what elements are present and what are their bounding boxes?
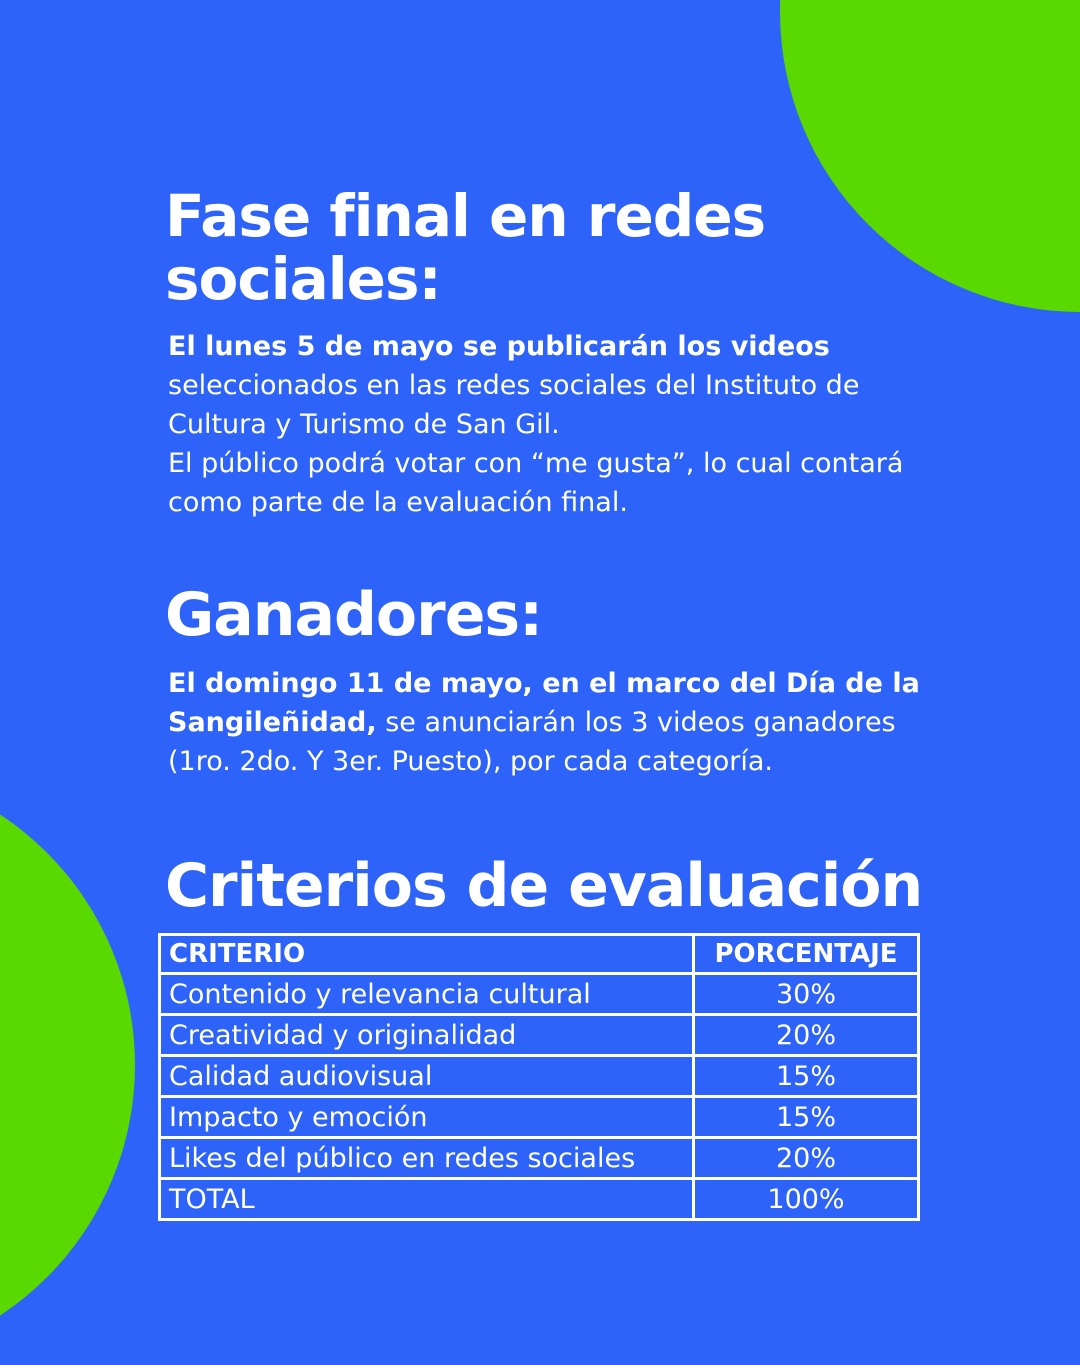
fase-line5: como parte de la evaluación final. xyxy=(168,487,628,518)
heading-fase-line1: Fase final en redes xyxy=(165,182,766,250)
table-row xyxy=(160,1056,919,1097)
column-header-porcentaje: PORCENTAJE xyxy=(694,935,919,974)
porcentaje-cell: 15% xyxy=(694,1056,919,1097)
heading-fase-line2: sociales: xyxy=(165,244,441,313)
fase-line4: El público podrá votar con “me gusta”, lo cual contará xyxy=(168,448,904,479)
fase-line3: Cultura y Turismo de San Gil. xyxy=(168,409,560,440)
decorative-green-circle-bottom-left xyxy=(0,765,135,1365)
heading-criterios: Criterios de evaluación xyxy=(165,851,923,921)
criterio-cell: Likes del público en redes sociales xyxy=(160,1138,694,1179)
criterio-cell: Contenido y relevancia cultural xyxy=(160,974,694,1015)
paragraph-ganadores xyxy=(168,664,988,781)
porcentaje-cell: 30% xyxy=(694,974,919,1015)
porcentaje-cell: 15% xyxy=(694,1097,919,1138)
porcentaje-cell: 20% xyxy=(694,1015,919,1056)
criterio-cell: Impacto y emoción xyxy=(160,1097,694,1138)
ganadores-line2-rest: se anunciarán los 3 videos ganadores xyxy=(376,707,896,738)
total-value-cell: 100% xyxy=(694,1179,919,1220)
criteria-table xyxy=(158,933,920,1221)
ganadores-bold-line2: Sangileñidad, xyxy=(168,707,377,738)
table-row xyxy=(160,1015,919,1056)
heading-fase-final xyxy=(165,182,865,313)
porcentaje-cell: 20% xyxy=(694,1138,919,1179)
table-row-total xyxy=(160,1179,919,1220)
criterio-cell: Creatividad y originalidad xyxy=(160,1015,694,1056)
table-header-row xyxy=(160,935,919,974)
total-label-cell: TOTAL xyxy=(160,1179,694,1220)
table-row xyxy=(160,1138,919,1179)
paragraph-fase-final xyxy=(168,327,988,522)
criterio-cell: Calidad audiovisual xyxy=(160,1056,694,1097)
fase-bold-text: El lunes 5 de mayo se publicarán los videos xyxy=(168,331,830,362)
table-row xyxy=(160,1097,919,1138)
ganadores-line3: (1ro. 2do. Y 3er. Puesto), por cada categoría. xyxy=(168,746,773,777)
ganadores-bold-line1: El domingo 11 de mayo, en el marco del Día de la xyxy=(168,668,920,699)
heading-ganadores: Ganadores: xyxy=(165,580,543,650)
table-row xyxy=(160,974,919,1015)
fase-line2: seleccionados en las redes sociales del Instituto de xyxy=(168,370,860,401)
column-header-criterio: CRITERIO xyxy=(160,935,694,974)
